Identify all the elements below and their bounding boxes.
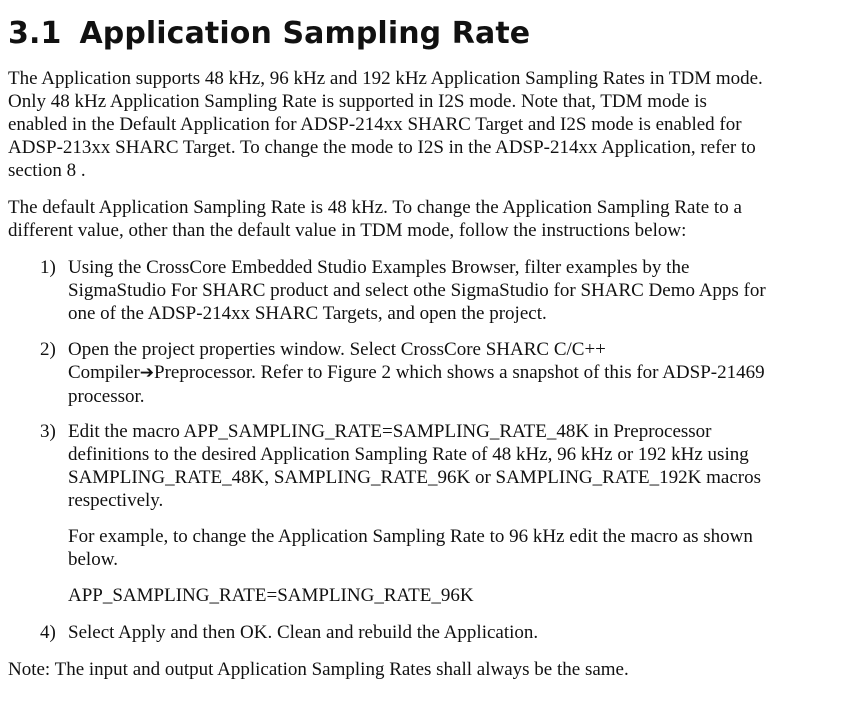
step-line: definitions to the desired Application Sampling Rate of 48 kHz, 96 kHz or 192 kHz using — [68, 444, 749, 465]
paragraph-line: Only 48 kHz Application Sampling Rate is supported in I2S mode. Note that, TDM mode is — [8, 91, 707, 112]
section-title: Application Sampling Rate — [79, 16, 531, 51]
note-paragraph — [8, 658, 828, 681]
paragraph-line: section 8 . — [8, 160, 86, 181]
example-line: For example, to change the Application Sampling Rate to 96 kHz edit the macro as shown — [68, 526, 753, 547]
default-rate-paragraph — [8, 196, 828, 242]
list-marker: 3) — [40, 421, 56, 442]
section-heading — [8, 14, 530, 54]
step-line: one of the ADSP-214xx SHARC Targets, and open the project. — [68, 303, 547, 324]
preprocessor-text: Preprocessor. Refer to Figure 2 which shows a snapshot of this for ADSP-21469 — [154, 362, 765, 383]
paragraph-line: different value, other than the default value in TDM mode, follow the instructions below: — [8, 220, 687, 241]
step-line: SAMPLING_RATE_48K, SAMPLING_RATE_96K or SAMPLING_RATE_192K macros — [68, 467, 761, 488]
paragraph-line: ADSP-213xx SHARC Target. To change the mode to I2S in the ADSP-214xx Application, refer to — [8, 137, 756, 158]
list-marker: 4) — [40, 622, 56, 643]
example-line: below. — [68, 549, 118, 570]
step-line: Open the project properties window. Select CrossCore SHARC C/C++ — [68, 339, 606, 360]
macro-example: APP_SAMPLING_RATE=SAMPLING_RATE_96K — [68, 585, 474, 606]
intro-paragraph — [8, 67, 828, 182]
step-line: respectively. — [68, 490, 164, 511]
note-text: Note: The input and output Application Sampling Rates shall always be the same. — [8, 659, 629, 680]
step-line: Using the CrossCore Embedded Studio Examples Browser, filter examples by the — [68, 257, 690, 278]
step-line: Select Apply and then OK. Clean and rebuild the Application. — [68, 622, 539, 643]
step-line: processor. — [68, 386, 145, 407]
list-marker: 1) — [40, 257, 56, 278]
right-arrow-icon: ➔ — [139, 363, 155, 383]
step-line: Edit the macro APP_SAMPLING_RATE=SAMPLING_RATE_48K in Preprocessor — [68, 421, 712, 442]
paragraph-line: enabled in the Default Application for ADSP-214xx SHARC Target and I2S mode is enabled for — [8, 114, 742, 135]
compiler-text: Compiler — [68, 362, 140, 383]
paragraph-line: The Application supports 48 kHz, 96 kHz and 192 kHz Application Sampling Rates in TDM mode. — [8, 68, 763, 89]
step-line — [68, 361, 838, 385]
section-number: 3.1 — [8, 16, 62, 51]
paragraph-line: The default Application Sampling Rate is 48 kHz. To change the Application Sampling Rate to a — [8, 197, 742, 218]
list-marker: 2) — [40, 339, 56, 360]
step-line: SigmaStudio For SHARC product and select othe SigmaStudio for SHARC Demo Apps for — [68, 280, 766, 301]
